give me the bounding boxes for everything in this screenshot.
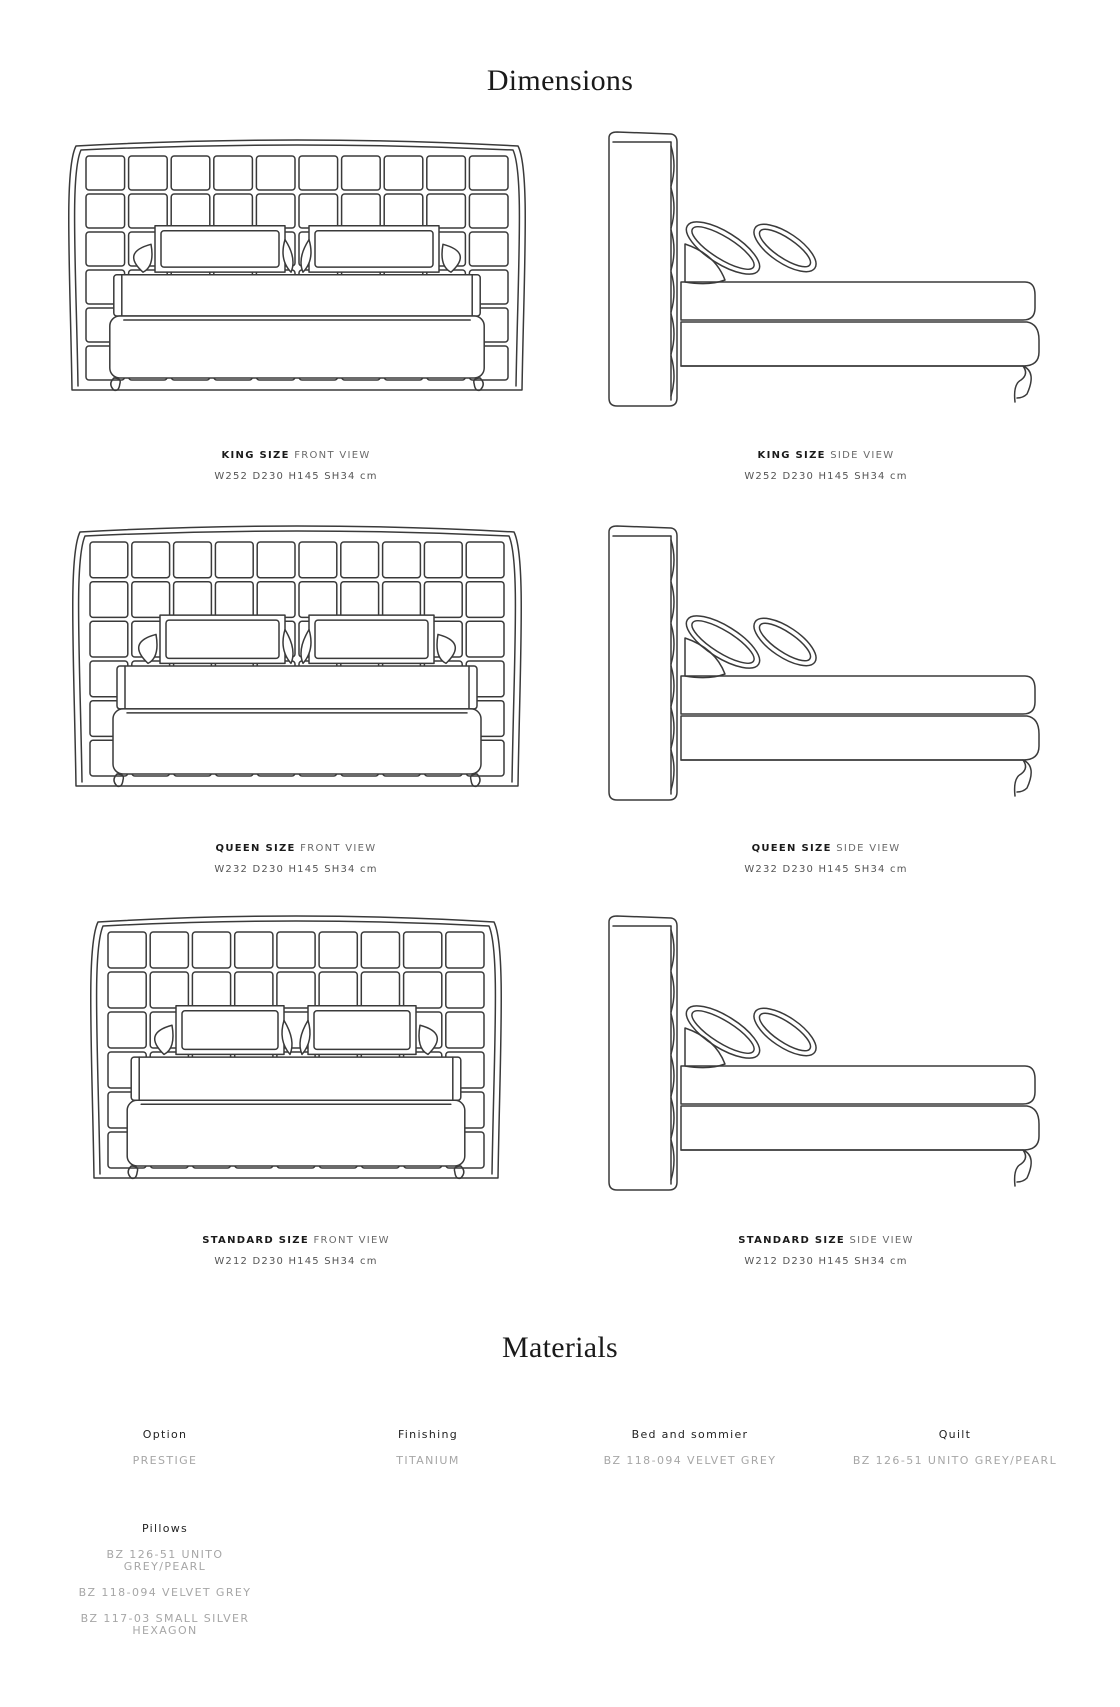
caption-king-side <box>596 449 1056 484</box>
caption-view: FRONT VIEW <box>300 843 377 854</box>
caption-view: FRONT VIEW <box>313 1235 390 1246</box>
standard-front-view-drawing <box>90 914 502 1184</box>
material-bed-sommier <box>560 1428 820 1467</box>
materials-title: Materials <box>502 1331 618 1364</box>
material-value: BZ 126-51 UNITO GREY/PEARL <box>106 1548 224 1573</box>
caption-size: STANDARD SIZE <box>202 1235 309 1246</box>
caption-dimensions: W252 D230 H145 SH34 cm <box>214 471 378 482</box>
bed-side-drawing <box>605 130 1045 406</box>
caption-dimensions: W212 D230 H145 SH34 cm <box>214 1256 378 1267</box>
material-label: Pillows <box>141 1522 189 1535</box>
bed-front-drawing <box>72 524 522 792</box>
bed-side-drawing <box>605 524 1045 800</box>
material-value: PRESTIGE <box>132 1454 198 1467</box>
bed-front-drawing <box>90 914 502 1184</box>
caption-size: QUEEN SIZE <box>751 843 832 854</box>
material-label: Finishing <box>397 1428 459 1441</box>
caption-view: SIDE VIEW <box>849 1235 914 1246</box>
standard-side-view-drawing <box>605 914 1045 1190</box>
caption-size: KING SIZE <box>221 450 290 461</box>
caption-size: KING SIZE <box>757 450 826 461</box>
queen-front-view-drawing <box>72 524 522 792</box>
queen-side-view-drawing <box>605 524 1045 800</box>
material-value: TITANIUM <box>396 1454 460 1467</box>
material-value: BZ 118-094 VELVET GREY <box>603 1454 777 1467</box>
caption-size: QUEEN SIZE <box>215 843 296 854</box>
caption-view: FRONT VIEW <box>294 450 371 461</box>
material-label: Option <box>142 1428 188 1441</box>
material-label: Quilt <box>938 1428 972 1441</box>
caption-view: SIDE VIEW <box>836 843 901 854</box>
caption-dimensions: W232 D230 H145 SH34 cm <box>744 864 908 875</box>
caption-standard-side <box>596 1234 1056 1269</box>
material-quilt <box>825 1428 1085 1467</box>
caption-queen-side <box>596 842 1056 877</box>
king-side-view-drawing <box>605 130 1045 406</box>
caption-dimensions: W232 D230 H145 SH34 cm <box>214 864 378 875</box>
caption-dimensions: W212 D230 H145 SH34 cm <box>744 1256 908 1267</box>
material-label: Bed and sommier <box>631 1428 749 1441</box>
material-option <box>35 1428 295 1467</box>
king-front-view-drawing <box>68 138 526 396</box>
material-pillows <box>35 1522 295 1637</box>
caption-king-front <box>66 449 526 484</box>
bed-side-drawing <box>605 914 1045 1190</box>
bed-front-drawing <box>68 138 526 396</box>
material-value: BZ 126-51 UNITO GREY/PEARL <box>852 1454 1058 1467</box>
caption-view: SIDE VIEW <box>830 450 895 461</box>
caption-dimensions: W252 D230 H145 SH34 cm <box>744 471 908 482</box>
caption-size: STANDARD SIZE <box>738 1235 846 1246</box>
material-value: BZ 118-094 VELVET GREY <box>78 1586 252 1599</box>
caption-standard-front <box>66 1234 526 1269</box>
caption-queen-front <box>66 842 526 877</box>
dimensions-title: Dimensions <box>486 64 634 97</box>
material-finishing <box>298 1428 558 1467</box>
material-value: BZ 117-03 SMALL SILVER HEXAGON <box>80 1612 250 1637</box>
